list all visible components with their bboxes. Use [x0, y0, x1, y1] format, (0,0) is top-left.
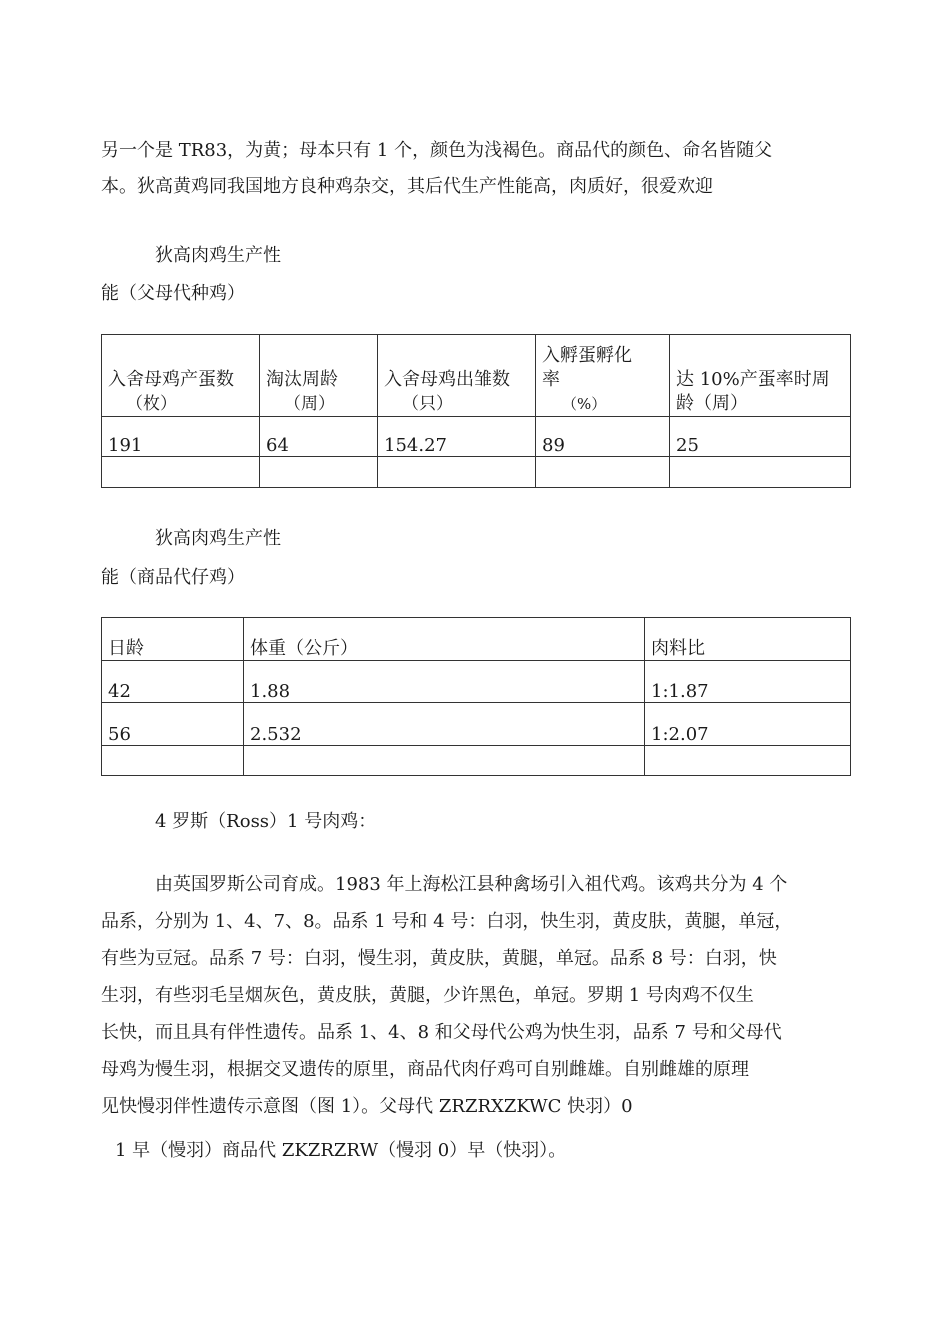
- table2-cell: 1.88: [244, 661, 645, 703]
- table2-cell: 1:2.07: [645, 703, 851, 746]
- intro-line-1: 另一个是 TR83，为黄；母本只有 1 个，颜色为浅褐色。商品代的颜色、命名皆随父: [101, 140, 773, 161]
- body-line-3: 有些为豆冠。品系 7 号：白羽，慢生羽，黄皮肤，黄腿，单冠。品系 8 号：白羽，快: [101, 948, 777, 969]
- table1-cell: 25: [670, 417, 851, 457]
- table-row-empty: [102, 457, 851, 488]
- table-row: [102, 703, 851, 746]
- table2-caption-line1: 狄高肉鸡生产性: [155, 528, 281, 549]
- table-parent-stock-performance: [101, 334, 851, 488]
- table1-cell: 89: [536, 417, 670, 457]
- body-line-5: 长快，而且具有伴性遗传。品系 1、4、8 和父母代公鸡为快生羽，品系 7 号和父母代: [101, 1022, 782, 1043]
- table-row: [102, 661, 851, 703]
- table1-header-hatch-rate: 入孵蛋孵化 率 （%）: [536, 335, 670, 417]
- table2-cell: 2.532: [244, 703, 645, 746]
- body-line-2: 品系，分别为 1、4、7、8。品系 1 号和 4 号：白羽，快生羽，黄皮肤，黄腿，单冠，: [101, 911, 793, 932]
- table1-cell: 191: [102, 417, 260, 457]
- table-row: [102, 417, 851, 457]
- table-row-empty: [102, 746, 851, 776]
- table2-cell: 56: [102, 703, 244, 746]
- section-heading: 4 罗斯（Ross）1 号肉鸡：: [155, 811, 377, 832]
- table2-cell: 1:1.87: [645, 661, 851, 703]
- body-line-1: 由英国罗斯公司育成。1983 年上海松江县种禽场引入祖代鸡。该鸡共分为 4 个: [155, 874, 788, 895]
- intro-line-2: 本。狄高黄鸡同我国地方良种鸡杂交，其后代生产性能高，肉质好，很爱欢迎: [101, 176, 713, 197]
- table2-header-weight: 体重（公斤）: [244, 618, 645, 661]
- table2-cell: 42: [102, 661, 244, 703]
- table1-cell: 154.27: [378, 417, 536, 457]
- table2-header-age: 日龄: [102, 618, 244, 661]
- body-line-6: 母鸡为慢生羽，根据交叉遗传的原里，商品代肉仔鸡可自别雌雄。自别雌雄的原理: [101, 1059, 749, 1080]
- table1-caption-line2: 能（父母代种鸡）: [101, 283, 245, 304]
- body-line-4: 生羽，有些羽毛呈烟灰色，黄皮肤，黄腿，少许黑色，单冠。罗期 1 号肉鸡不仅生: [101, 985, 754, 1006]
- table1-header-chicks: 入舍母鸡出雏数 （只）: [378, 335, 536, 417]
- table1-caption-line1: 狄高肉鸡生产性: [155, 245, 281, 266]
- table1-header-cull-age: 淘汰周龄 （周）: [260, 335, 378, 417]
- table-commercial-broiler-performance: [101, 617, 851, 776]
- table1-header-peak-age: 达 10%产蛋率时周 龄（周）: [670, 335, 851, 417]
- last-line: 1 早（慢羽）商品代 ZKZRZRW（慢羽 0）早（快羽）。: [115, 1140, 567, 1161]
- table1-cell: 64: [260, 417, 378, 457]
- table1-header-eggs: 入舍母鸡产蛋数 （枚）: [102, 335, 260, 417]
- table2-header-feed-ratio: 肉料比: [645, 618, 851, 661]
- table2-caption-line2: 能（商品代仔鸡）: [101, 567, 245, 588]
- body-line-7: 见快慢羽伴性遗传示意图（图 1）。父母代 ZRZRXZKWC 快羽）0: [101, 1096, 633, 1117]
